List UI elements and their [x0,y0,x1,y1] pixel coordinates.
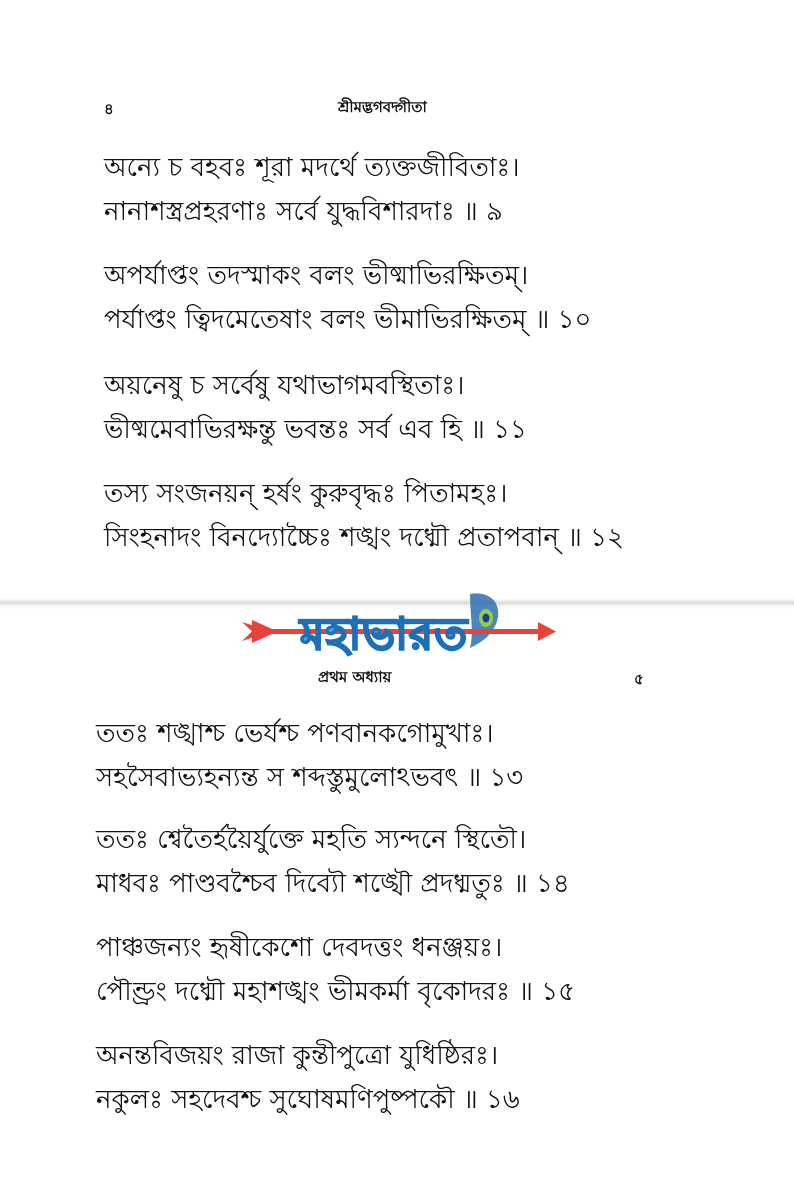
verse-line: ভীষ্মমেবাভিরক্ষন্তু ভবন্তঃ সর্ব এব হি ॥ ১১ [104,415,527,445]
verse-9 [104,146,520,234]
verse-10 [104,254,591,342]
logo-text: মহাভারত [300,609,469,660]
verse-line: অয়নেষু চ সর্বেষু যথাভাগমবস্থিতাঃ। [104,371,465,401]
verse-line: মাধবঃ পাণ্ডবশ্চৈব দিব্যৌ শঙ্খৌ প্রদধ্মতুঃ ॥ ১৪ [96,869,570,899]
verse-line: সিংহনাদং বিনদ্যোচ্চৈঃ শঙ্খং দধ্মৌ প্রতাপবান্ ॥ ১২ [104,523,624,553]
verse-line: অপর্যাপ্তং তদস্মাকং বলং ভীষ্মাভিরক্ষিতম্। [104,261,529,291]
verse-line: পর্যাপ্তং ত্বিদমেতেষাং বলং ভীমাভিরক্ষিতম্ ॥ ১০ [104,305,592,335]
bottom-page-number: ৫ [634,670,644,688]
top-page-number: ৪ [104,100,114,118]
verse-line: নকুলঃ সহদেবশ্চ সুঘোষমণিপুষ্পকৌ ॥ ১৬ [96,1085,520,1115]
verse-line: নানাশস্ত্রপ্রহরণাঃ সর্বে যুদ্ধবিশারদাঃ ॥ ৯ [104,197,503,227]
verse-line: ততঃ শঙ্খাশ্চ ভের্যশ্চ পণবানকগোমুখাঃ। [96,719,494,749]
top-running-title: শ্রীমদ্ভগবদ্গীতা [338,98,427,116]
verse-16 [96,1034,520,1122]
verse-line: অন্যে চ বহবঃ শূরা মদর্থে ত্যক্তজীবিতাঃ। [104,153,520,183]
verse-line: তস্য সংজনয়ন্ হর্ষং কুরুবৃদ্ধঃ পিতামহঃ। [104,479,508,509]
verse-11 [104,364,527,452]
feather-icon [470,593,498,648]
verse-line: পৌণ্ড্রং দধ্মৌ মহাশঙ্খং ভীমকর্মা বৃকোদরঃ ॥ ১৫ [96,977,575,1007]
verse-line: অনন্তবিজয়ং রাজা কুন্তীপুত্রো যুধিষ্ঠিরঃ। [96,1041,499,1071]
bottom-running-title: প্রথম অধ্যায় [318,668,392,686]
verse-line: ততঃ শ্বেতৈর্হয়ৈর্যুক্তে মহতি স্যন্দনে স্থিতৌ। [96,825,527,855]
verse-15 [96,926,575,1014]
verse-line: পাঞ্চজন্যং হৃষীকেশো দেবদত্তং ধনঞ্জয়ঃ। [96,933,503,963]
verse-13 [96,712,523,800]
verse-12 [104,472,624,560]
verse-line: সহসৈবাভ্যহন্যন্ত স শব্দস্তুমুলোঽভবৎ ॥ ১৩ [96,763,524,793]
verse-14 [96,818,570,906]
